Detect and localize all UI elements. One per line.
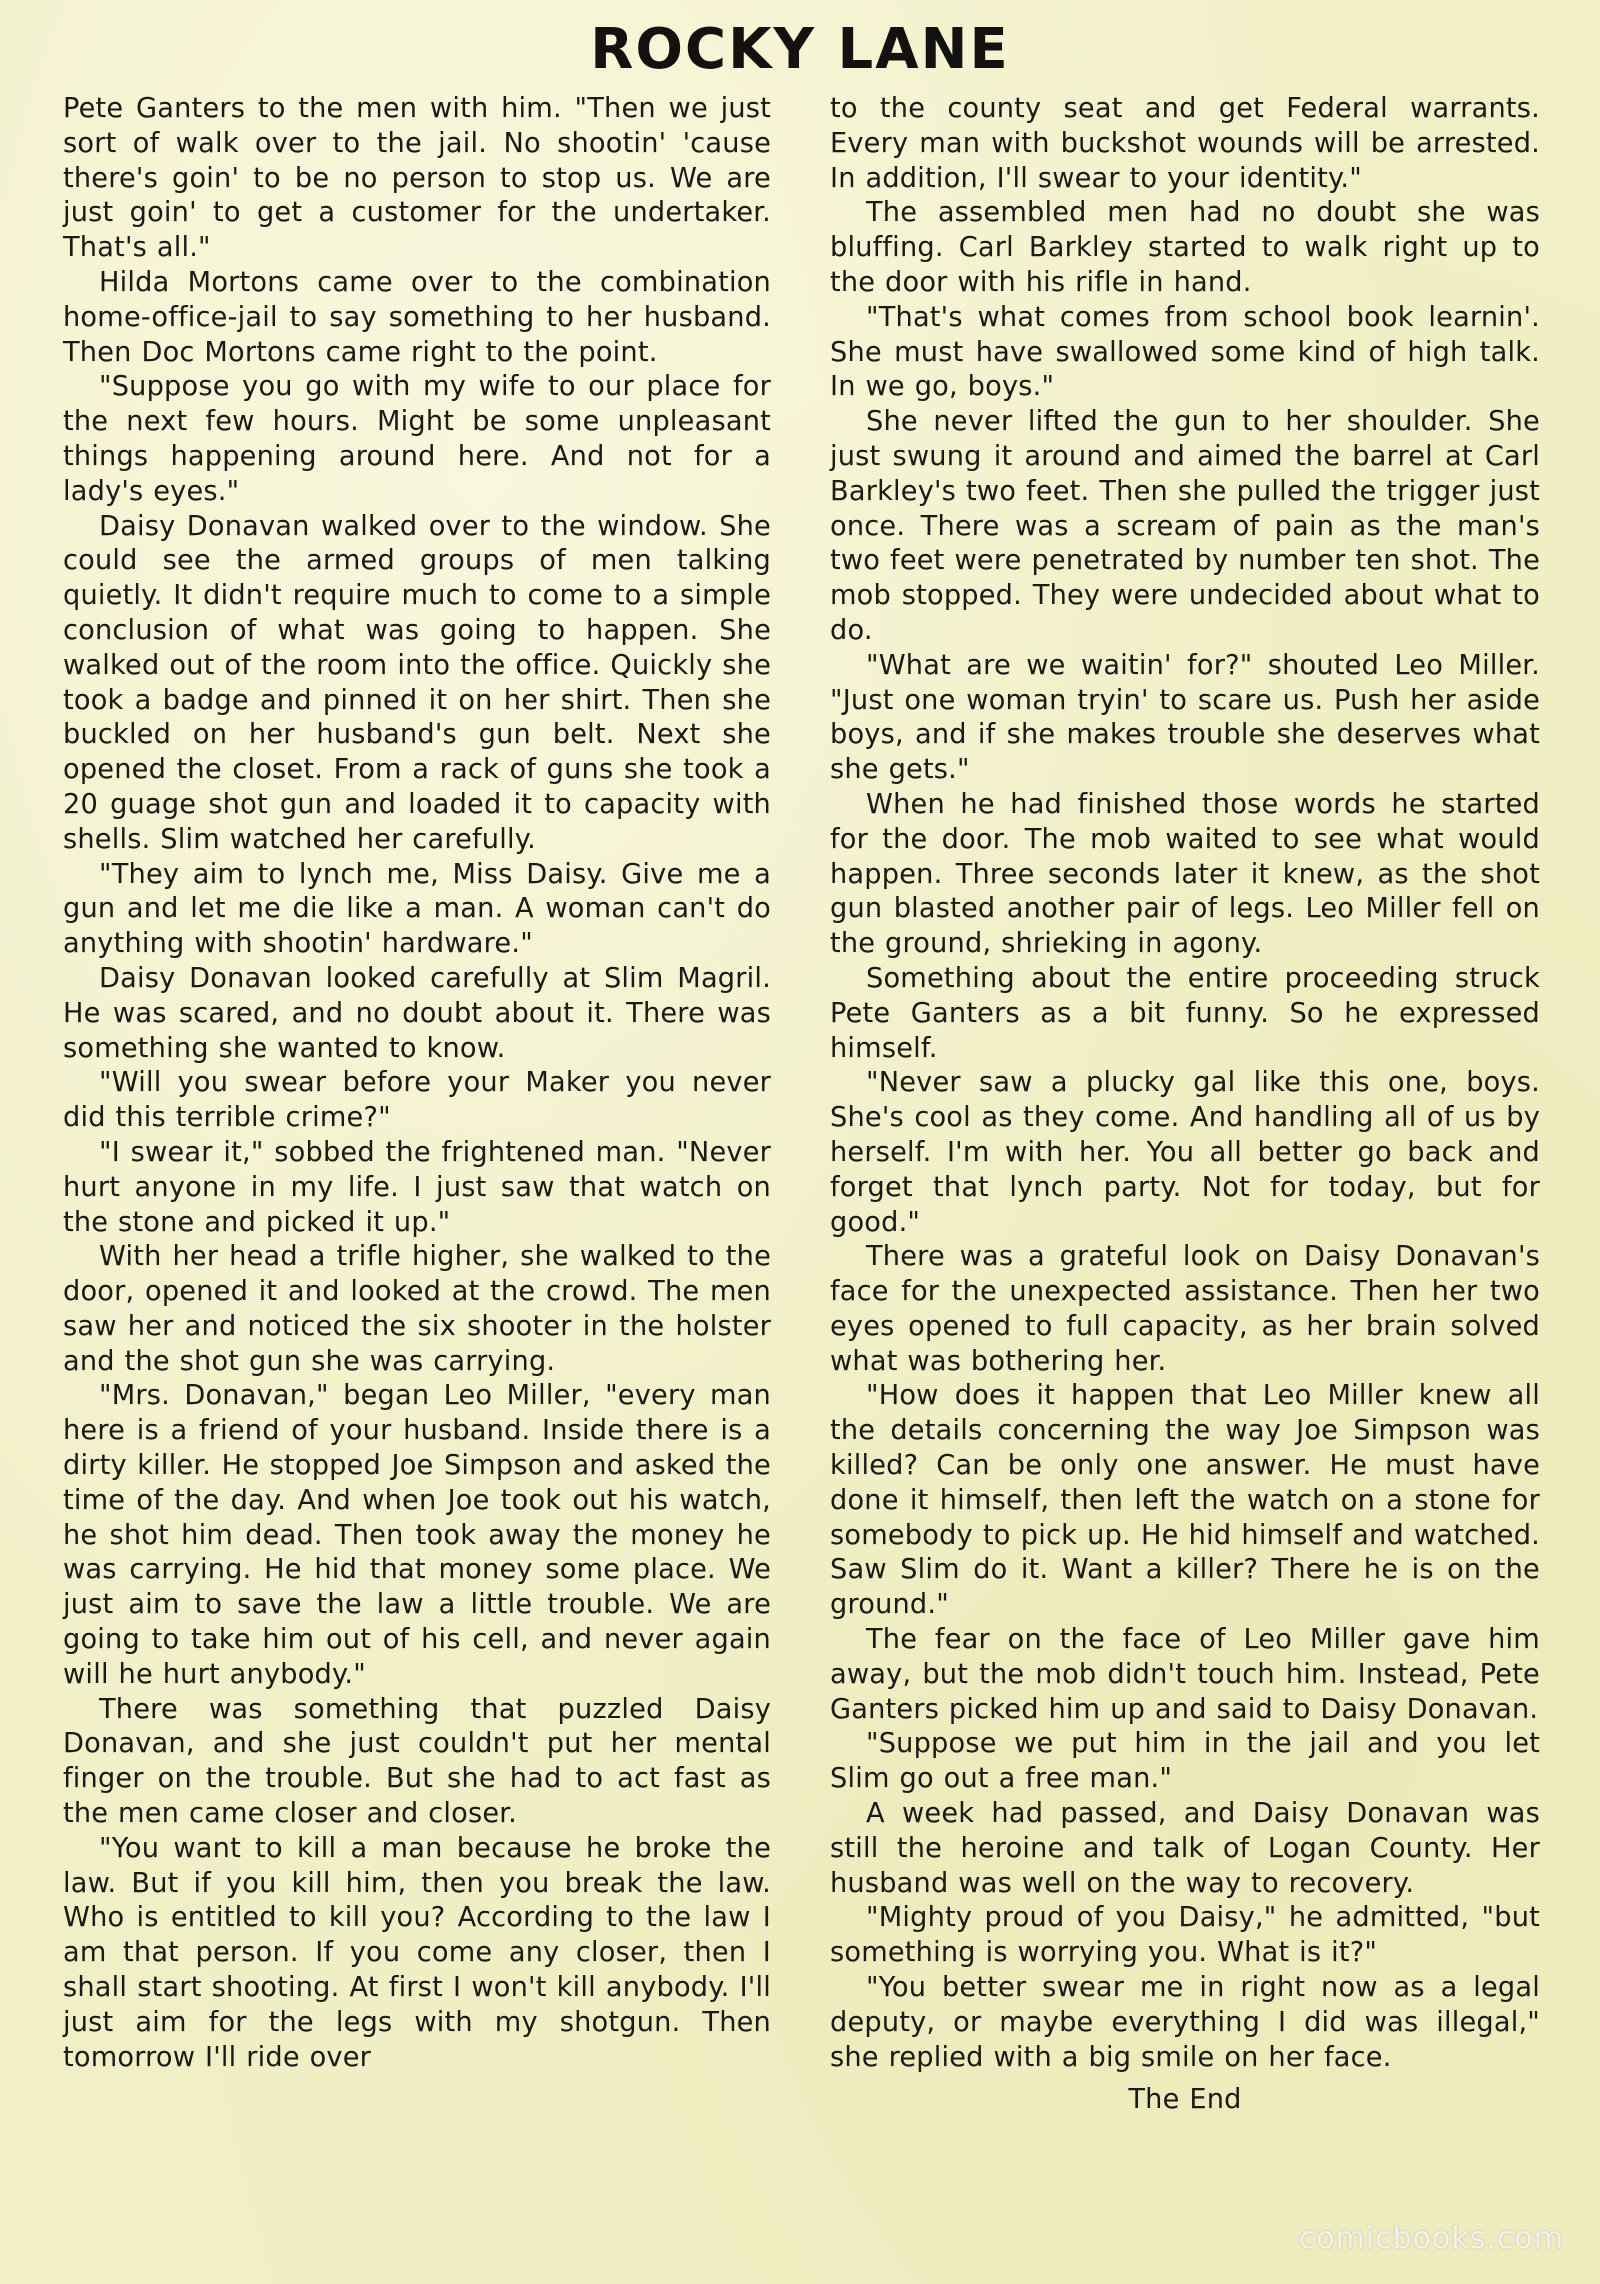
paragraph: Hilda Mortons came over to the combination home-office-jail to say something to her husband. Then Doc Mortons came right to the point. <box>63 266 771 368</box>
watermark: comicbooks.com <box>1298 2221 1564 2256</box>
paragraph: A week had passed, and Daisy Donavan was still the heroine and talk of Logan County. Her husband was well on the way to recovery. <box>830 1798 1540 1899</box>
paragraph: Daisy Donavan looked carefully at Slim Magril. He was scared, and no doubt about it. There was something she wanted to know. <box>63 962 771 1064</box>
right-column <box>830 92 1540 2118</box>
paragraph: "They aim to lynch me, Miss Daisy. Give me a gun and let me die like a man. A woman can't do anything with shootin' hardware." <box>63 858 771 960</box>
left-column <box>63 92 771 2075</box>
paragraph: Something about the entire proceeding struck Pete Ganters as a bit funny. So he expressed himself. <box>830 962 1540 1064</box>
paragraph: "Never saw a plucky gal like this one, boys. She's cool as they come. And handling all of us by herself. I'm with her. You all better go back and forget that lynch party. Not for today, but for good." <box>830 1067 1540 1238</box>
paragraph: "Mrs. Donavan," began Leo Miller, "every man here is a friend of your husband. Inside there is a dirty killer. He stopped Joe Simpson and asked the time of the day. And when Joe took out his watch, he shot him dead. Then took away the money he was carrying. He hid that money some place. We just aim to save the law a little trouble. We are going to take him out of his cell, and never again will he hurt anybody." <box>63 1380 771 1690</box>
paragraph: "How does it happen that Leo Miller knew all the details concerning the way Joe Simpson was killed? Can be only one answer. He must have done it himself, then left the watch on a stone for somebody to pick up. He hid himself and watched. Saw Slim do it. Want a killer? There he is on the ground." <box>830 1380 1540 1621</box>
paragraph: "Suppose we put him in the jail and you let Slim go out a free man." <box>830 1728 1540 1795</box>
page-title: ROCKY LANE <box>590 17 1010 82</box>
paragraph: "Mighty proud of you Daisy," he admitted, "but something is worrying you. What is it?" <box>830 1902 1540 1969</box>
paragraph: The assembled men had no doubt she was bluffing. Carl Barkley started to walk right up to the door with his rifle in hand. <box>830 197 1540 298</box>
paragraph: "I swear it," sobbed the frightened man. "Never hurt anyone in my life. I just saw that watch on the stone and picked it up." <box>63 1136 771 1238</box>
paragraph: The fear on the face of Leo Miller gave him away, but the mob didn't touch him. Instead, Pete Ganters picked him up and said to Daisy Donavan. <box>830 1624 1540 1725</box>
the-end-label: The End <box>1128 2084 1242 2116</box>
paragraph: "You better swear me in right now as a legal deputy, or maybe everything I did was illegal," she replied with a big smile on her face. <box>830 1972 1540 2073</box>
paragraph: With her head a trifle higher, she walked to the door, opened it and looked at the crowd. The men saw her and noticed the six shooter in the holster and the shot gun she was carrying. <box>63 1241 771 1377</box>
paragraph: "That's what comes from school book learnin'. She must have swallowed some kind of high talk. In we go, boys." <box>830 301 1540 403</box>
paragraph: "Will you swear before your Maker you never did this terrible crime?" <box>63 1067 771 1134</box>
paragraph: She never lifted the gun to her shoulder. She just swung it around and aimed the barrel at Carl Barkley's two feet. Then she pulled the trigger just once. There was a scream of pain as the man's two feet were penetrated by number ten shot. The mob stopped. They were undecided about what to do. <box>830 406 1540 646</box>
paragraph: There was something that puzzled Daisy Donavan, and she just couldn't put her mental finger on the trouble. But she had to act fast as the men came closer and closer. <box>63 1693 771 1830</box>
paragraph: When he had finished those words he started for the door. The mob waited to see what would happen. Three seconds later it knew, as the shot gun blasted another pair of legs. Leo Miller fell on the ground, shrieking in agony. <box>830 788 1540 960</box>
paragraph: "What are we waitin' for?" shouted Leo Miller. "Just one woman tryin' to scare us. Push her aside boys, and if she makes trouble she deserves what she gets." <box>830 649 1540 786</box>
paragraph: Daisy Donavan walked over to the window. She could see the armed groups of men talking quietly. It didn't require much to come to a simple conclusion of what was going to happen. She walked out of the room into the office. Quickly she took a badge and pinned it on her shirt. Then she buckled on her husband's gun belt. Next she opened the closet. From a rack of guns she took a 20 guage shot gun and loaded it to capacity with shells. Slim watched her carefully. <box>63 510 771 855</box>
paragraph: Pete Ganters to the men with him. "Then we just sort of walk over to the jail. No shootin' 'cause there's goin' to be no person to stop us. We are just goin' to get a customer for the undertaker. That's all." <box>63 93 771 264</box>
paragraph: "You want to kill a man because he broke the law. But if you kill him, then you break the law. Who is entitled to kill you? According to the law I am that person. If you come any closer, then I shall start shooting. At first I won't kill anybody. I'll just aim for the legs with my shotgun. Then tomorrow I'll ride over <box>63 1832 771 2073</box>
paragraph: "Suppose you go with my wife to our place for the next few hours. Might be some unpleasant things happening around here. And not for a lady's eyes." <box>63 371 771 507</box>
paragraph: to the county seat and get Federal warrants. Every man with buckshot wounds will be arrested. In addition, I'll swear to your identity." <box>830 93 1540 194</box>
paragraph: There was a grateful look on Daisy Donavan's face for the unexpected assistance. Then her two eyes opened to full capacity, as her brain solved what was bothering her. <box>830 1241 1540 1377</box>
